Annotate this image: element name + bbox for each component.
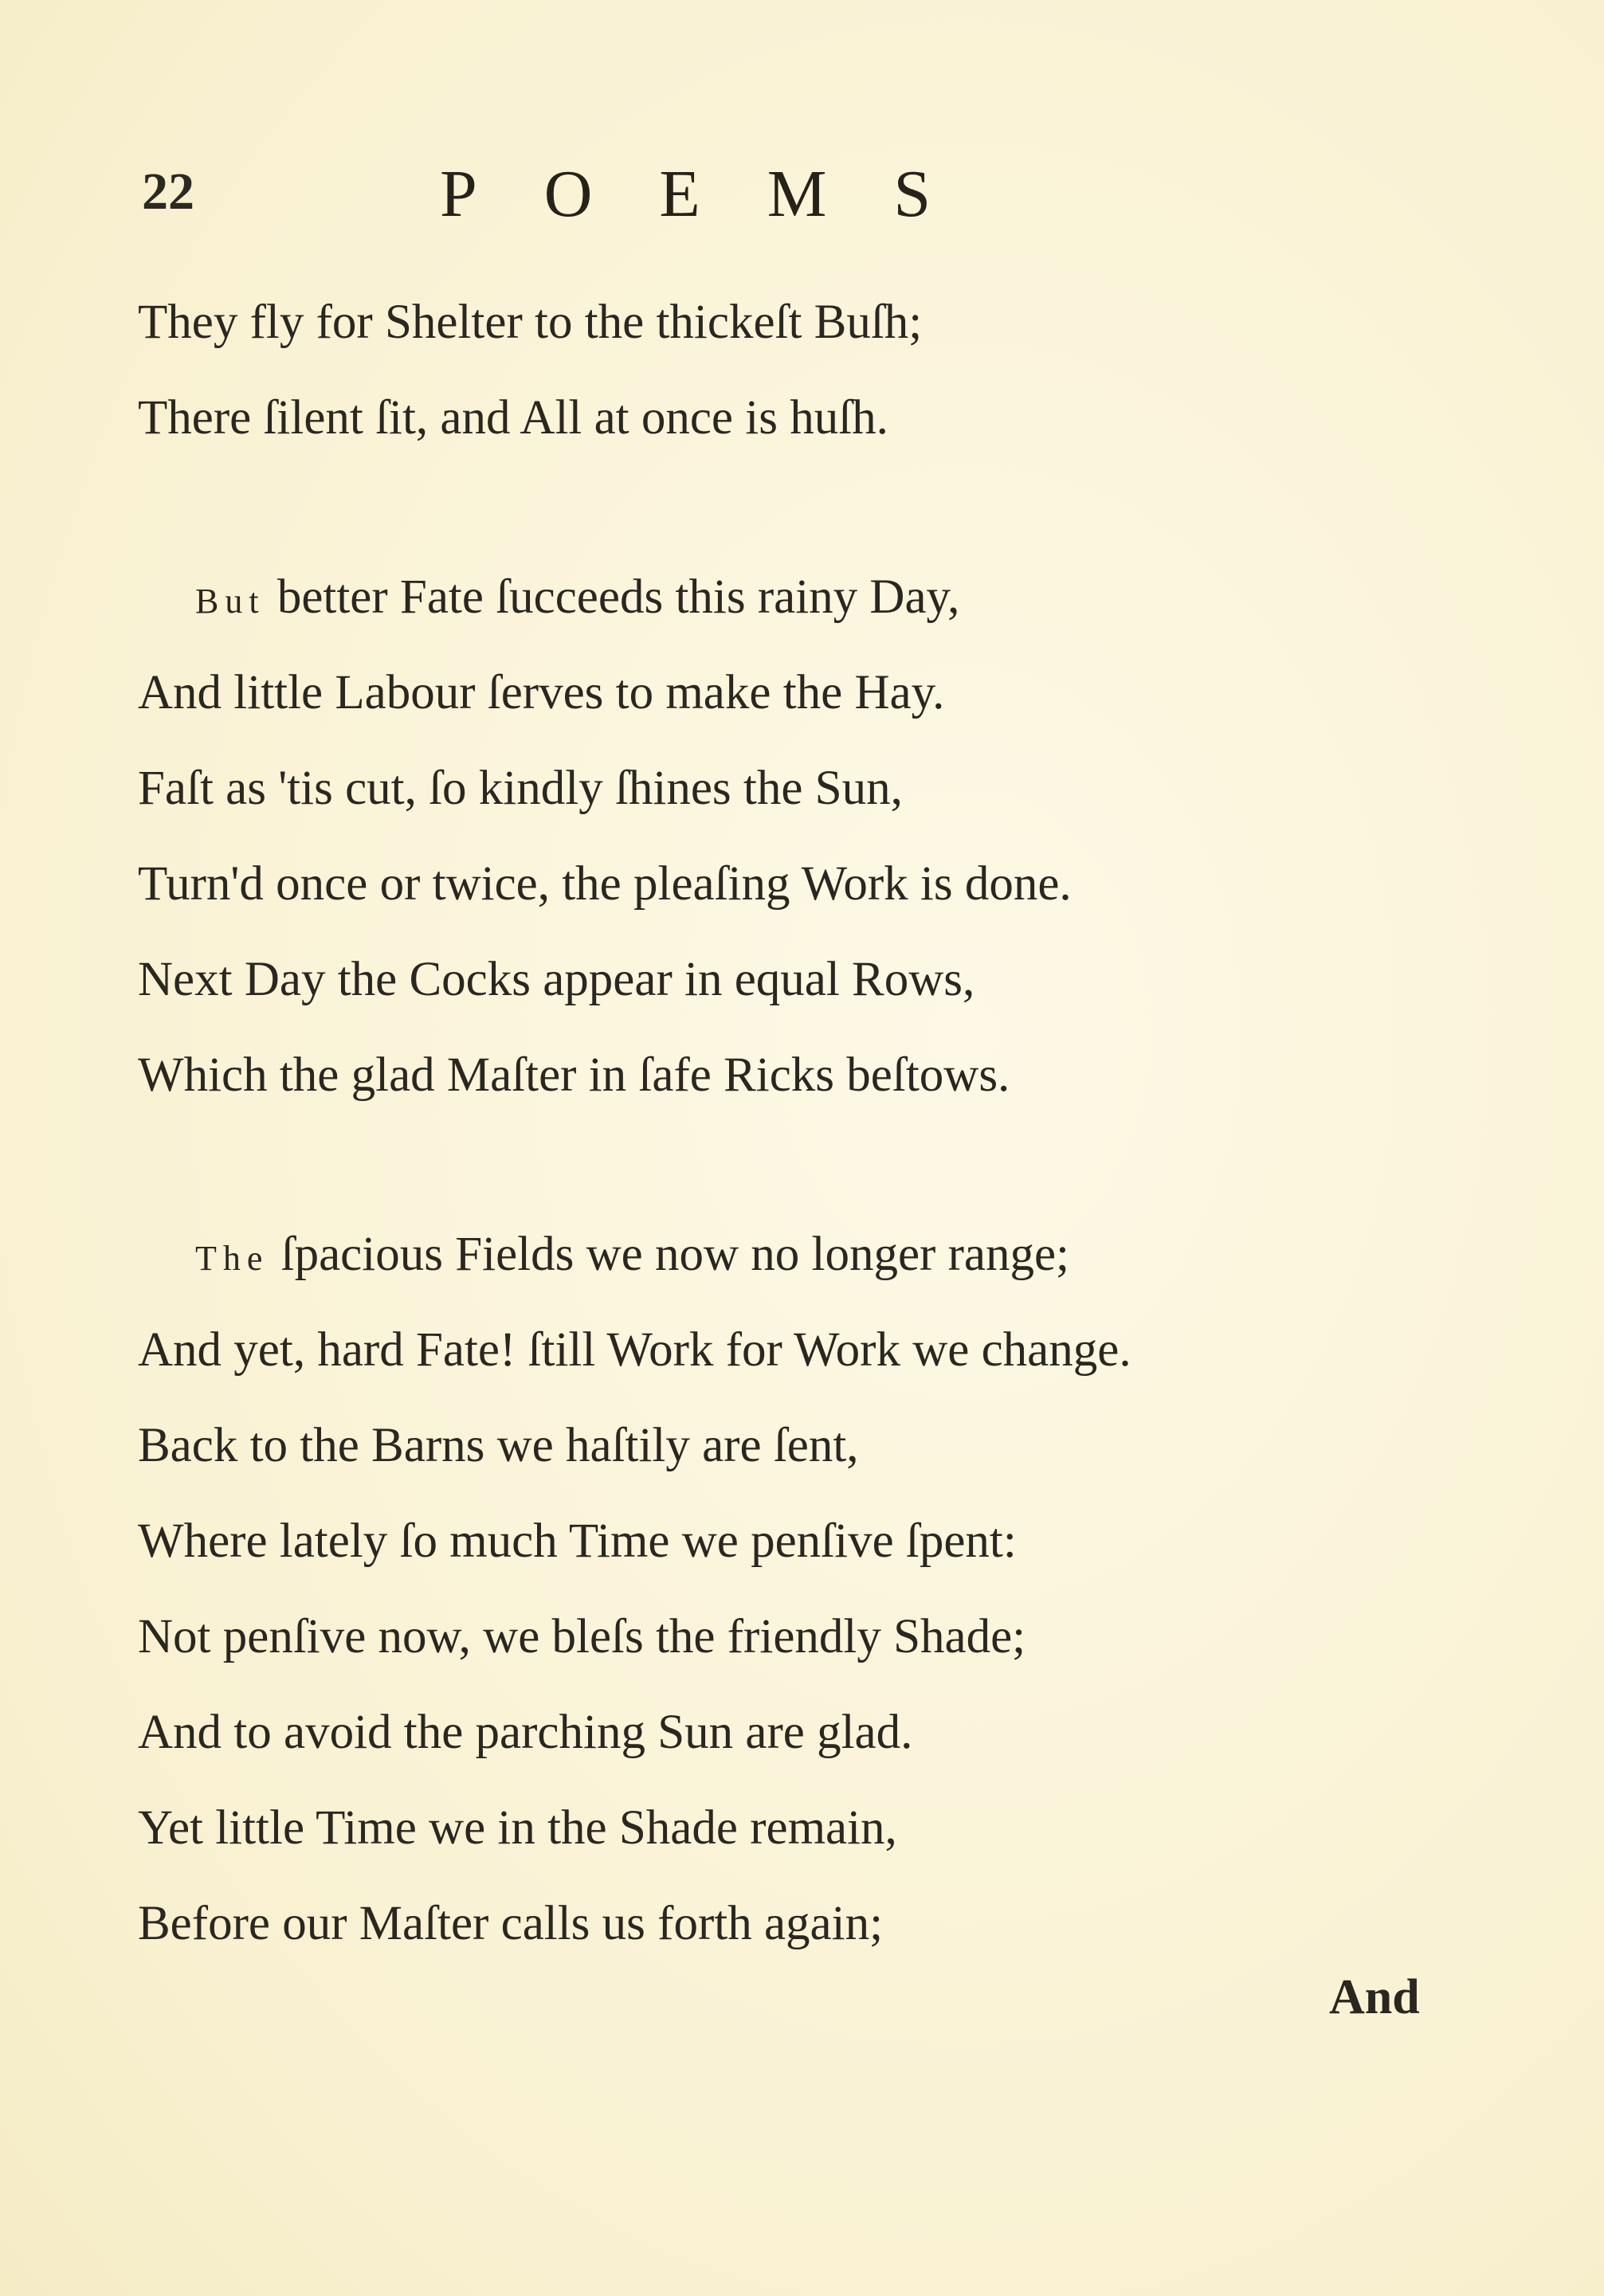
catchword: And [1329,1970,1420,2024]
page-header [0,155,1604,243]
poem-line: Where lately ſo much Time we penſive ſpent: [138,1514,1017,1568]
poem-line: Before our Maſter calls us forth again; [138,1897,884,1950]
page-number: 22 [142,163,194,221]
poem-line: They fly for Shelter to the thickeſt Buſh; [138,296,923,349]
poem-line: There ſilent ſit, and All at once is huſh. [138,391,888,445]
first-line-text: better Fate ſucceeds this rainy Day, [265,570,960,624]
poem-line: Which the glad Maſter in ſafe Ricks beſtows. [138,1048,1010,1102]
poem-line: Next Day the Cocks appear in equal Rows, [138,953,975,1006]
poem-line-first [138,1207,1131,1303]
running-title: POEMS [440,157,998,231]
small-caps-opening-word: But [195,582,265,621]
poem-line-first [138,550,1072,645]
small-caps-opening-word: The [195,1239,269,1278]
poem-line: Turn'd once or twice, the pleaſing Work is done. [138,857,1072,911]
poem-line: And little Labour ſerves to make the Hay. [138,666,945,719]
stanza-3 [138,1207,1131,1972]
poem-line: Not penſive now, we bleſs the friendly Shade; [138,1610,1026,1663]
first-line-text: ſpacious Fields we now no longer range; [269,1228,1069,1281]
stanza-1 [138,275,922,466]
poem-line: And to avoid the parching Sun are glad. [138,1706,913,1759]
poem-line: Yet little Time we in the Shade remain, [138,1801,897,1855]
poem-line: Back to the Barns we haſtily are ſent, [138,1419,859,1472]
poem-line: Faſt as 'tis cut, ſo kindly ſhines the Sun, [138,762,903,815]
poem-line: And yet, hard Fate! ſtill Work for Work we change. [138,1323,1131,1377]
stanza-2 [138,550,1072,1123]
